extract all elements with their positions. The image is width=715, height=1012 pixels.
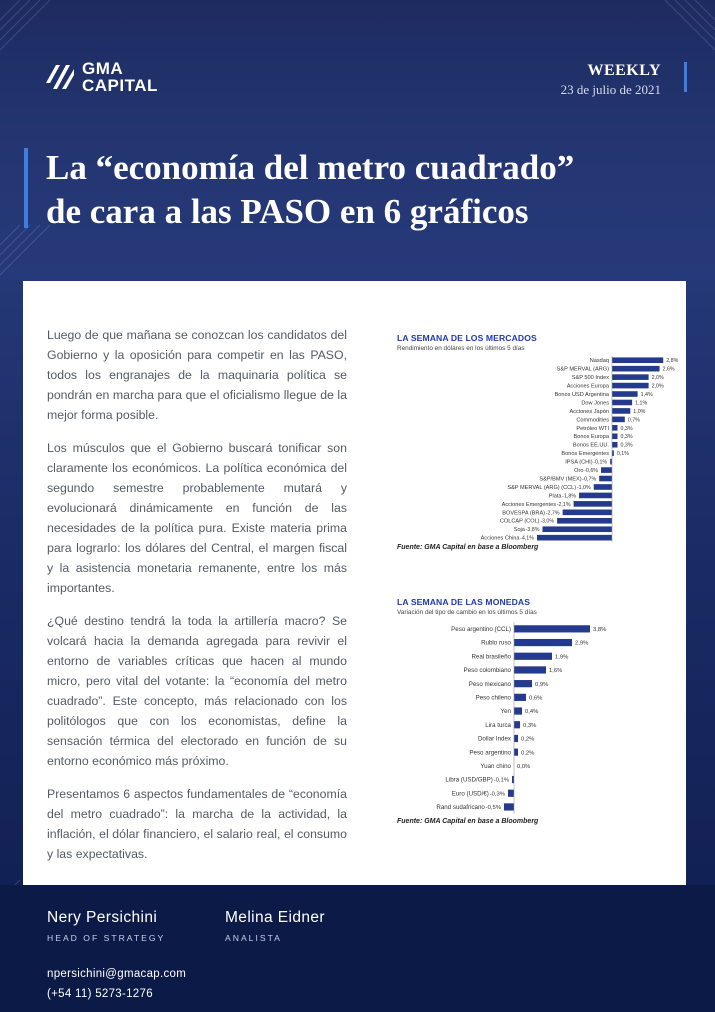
author-name: Melina Eidner — [225, 909, 325, 926]
email-link[interactable]: npersichini@gmacap.com — [47, 968, 187, 980]
data-label: -0,6% — [584, 468, 599, 475]
header-band — [0, 0, 715, 280]
footer — [0, 885, 715, 1012]
data-label: -0,5% — [485, 805, 501, 812]
issue-date: 23 de julio de 2021 — [560, 82, 661, 97]
article-body — [47, 325, 347, 877]
bar — [579, 493, 612, 499]
data-label: -1,8% — [562, 493, 577, 500]
category-label: Bonos Europa — [573, 434, 609, 441]
paragraph: ¿Qué destino tendrá la toda la artillería macro? Se volcará hacia la demanda agregada para revivir el entorno de variables críticas que hacen al mundo micro, pero vital del votante: la “economía del metro cuadrado”. Este concepto, más relacionado con los politólogos que con los economistas, define la sensación térmica del electorado en función de su entorno económico más próximo. — [47, 614, 347, 768]
category-label: Nasdaq — [589, 358, 609, 365]
title-line-2: de cara a las PASO en 6 gráficos — [46, 192, 529, 231]
category-label: S&P 500 Index — [571, 375, 609, 382]
category-label: S&P MERVAL (ARG) — [556, 366, 609, 373]
phone-number: (+54 11) 5273-1276 — [47, 988, 153, 1000]
bar — [612, 391, 638, 397]
chart-title: LA SEMANA DE LOS MERCADOS — [397, 333, 537, 343]
weekly-label: WEEKLY — [587, 62, 661, 79]
category-label: S&P MERVAL (ARG) (CCL) — [507, 484, 577, 491]
author-melina — [225, 909, 325, 943]
bar — [612, 425, 617, 431]
data-label: 0,9% — [535, 681, 549, 688]
data-label: -3,8% — [525, 527, 540, 534]
category-label: Yen — [500, 708, 511, 716]
category-label: Acciones Emergentes — [501, 501, 557, 508]
gma-capital-logo — [44, 60, 158, 94]
bar — [542, 526, 612, 532]
bar — [594, 484, 612, 490]
category-label: Peso mexicano — [468, 680, 511, 688]
page-title — [46, 146, 686, 234]
data-label: 0,3% — [620, 442, 633, 449]
category-label: Bonos Emergentes — [561, 451, 609, 458]
markets-chart — [397, 333, 679, 551]
bar — [574, 501, 612, 507]
author-role: HEAD OF STRATEGY — [47, 933, 166, 943]
bar — [514, 707, 522, 714]
hatch-decoration — [0, 0, 60, 60]
category-label: BOVESPA (BRA) — [502, 510, 546, 517]
data-label: 1,1% — [635, 400, 648, 407]
issue-info — [561, 62, 661, 98]
bar — [612, 383, 649, 389]
category-label: Peso argentino — [469, 749, 511, 757]
chart-source: Fuente: GMA Capital en base a Bloomberg — [397, 544, 539, 551]
data-label: 3,8% — [593, 627, 607, 634]
category-label: Dow Jones — [581, 400, 609, 407]
bar — [612, 433, 617, 439]
data-label: 2,9% — [575, 640, 589, 647]
category-label: Peso argentino (CCL) — [451, 626, 511, 634]
category-label: Real brasileño — [471, 653, 511, 661]
category-label: Acciones China — [480, 535, 520, 542]
bar — [599, 476, 612, 482]
content-card — [23, 281, 686, 885]
chart-subtitle: Rendimiento en dólares en los últimos 5 días — [397, 345, 525, 352]
category-label: Libra (USD/GBP) — [445, 776, 493, 784]
category-label: S&P/BMV (MEX) — [539, 476, 582, 483]
data-label: 0,2% — [521, 736, 535, 743]
bar — [514, 653, 552, 660]
data-label: 2,0% — [651, 383, 664, 390]
currencies-chart — [397, 597, 672, 825]
category-label: Petróleo WTI — [576, 425, 609, 432]
paragraph: Presentamos 6 aspectos fundamentales de “economía del metro cuadrado”: la marcha de la actividad, la inflación, el dólar financiero, el salario real, el consumo y las expectativas. — [47, 787, 347, 861]
title-line-1: La “economía del metro cuadrado” — [46, 148, 575, 187]
author-role: ANALISTA — [225, 933, 282, 943]
chart-title: LA SEMANA DE LAS MONEDAS — [397, 597, 531, 607]
paragraph: Los músculos que el Gobierno buscará tonificar son claramente los económicos. La política económica del segundo semestre probablemente mutará y evolucionará dinámicamente en función de las necesidades de la política pura. Existe materia prima para lograrlo: los dólares del Central, el margen fiscal y la asistencia monetaria remanente, entre los más importantes. — [47, 441, 347, 595]
bar — [514, 639, 572, 646]
data-label: 1,4% — [640, 391, 653, 398]
category-label: Rand sudafricano — [436, 804, 485, 812]
bar — [612, 374, 649, 380]
hatch-decoration — [0, 225, 60, 285]
data-label: -0,3% — [489, 791, 505, 798]
bar — [514, 680, 532, 687]
data-label: -2,7% — [545, 510, 560, 517]
data-label: 1,6% — [549, 668, 563, 675]
bar — [504, 803, 514, 810]
data-label: 1,0% — [633, 408, 646, 415]
data-label: -0,1% — [493, 777, 509, 784]
data-label: 0,7% — [627, 417, 640, 424]
category-label: Plata — [548, 493, 562, 500]
data-label: -0,1% — [593, 459, 608, 466]
logo-line-1: GMA — [82, 59, 124, 78]
bar — [601, 467, 612, 473]
bar — [514, 694, 526, 701]
data-label: 0,3% — [523, 722, 537, 729]
category-label: Peso chileno — [475, 694, 511, 702]
data-label: 2,0% — [651, 375, 664, 382]
logo-mark-icon — [44, 61, 76, 93]
bar — [508, 790, 514, 797]
accent-bar — [684, 62, 687, 92]
bar — [514, 735, 518, 742]
data-label: 0,3% — [620, 434, 633, 441]
logo-line-2: CAPITAL — [82, 76, 158, 95]
bar — [563, 510, 612, 516]
category-label: Peso colombiano — [463, 667, 511, 675]
bar — [514, 625, 590, 632]
title-accent-bar — [24, 148, 28, 228]
data-label: -2,1% — [556, 501, 571, 508]
category-label: IPSA (CHI) — [565, 459, 593, 466]
bar — [612, 442, 617, 448]
bar — [612, 357, 663, 363]
data-label: 0,2% — [521, 750, 535, 757]
currencies-bar-chart — [397, 616, 672, 818]
data-label: 1,9% — [555, 654, 569, 661]
bar — [514, 749, 518, 756]
hatch-decoration — [655, 0, 715, 60]
bar — [612, 400, 632, 406]
data-label: 0,6% — [529, 695, 543, 702]
paragraph: Luego de que mañana se conozcan los candidatos del Gobierno y la oposición para competir en las PASO, todos los engranajes de la maquinaria política se pondrán en marcha para que el oficialismo llegue de la mejor forma posible. — [47, 328, 347, 422]
category-label: Acciones Europa — [566, 383, 609, 390]
category-label: Euro (USD/€) — [451, 790, 489, 798]
data-label: 0,1% — [616, 451, 629, 458]
markets-bar-chart — [397, 352, 679, 544]
data-label: -4,1% — [520, 535, 534, 542]
data-label: -1,0% — [576, 484, 591, 491]
author-nery — [47, 909, 165, 943]
bar — [612, 366, 660, 372]
category-label: Dollar Index — [477, 735, 511, 743]
category-label: Rublo ruso — [481, 639, 511, 647]
data-label: 2,8% — [666, 358, 679, 365]
bar — [557, 518, 612, 524]
bar — [514, 721, 520, 728]
author-name: Nery Persichini — [47, 909, 158, 926]
chart-subtitle: Variación del tipo de cambio en los últimos 5 días — [397, 609, 537, 616]
data-label: 0,3% — [620, 425, 633, 432]
bar — [514, 666, 546, 673]
category-label: Lira turca — [485, 721, 511, 729]
data-label: 0,0% — [517, 764, 531, 771]
category-label: Bonos USD Argentina — [554, 391, 609, 398]
bar — [612, 408, 630, 414]
bar — [612, 417, 625, 423]
category-label: Oro — [574, 468, 584, 475]
category-label: Yuan chino — [480, 763, 511, 771]
category-label: Soja — [513, 527, 525, 534]
data-label: -3,0% — [540, 518, 555, 525]
data-label: -0,7% — [582, 476, 597, 483]
bar — [537, 535, 612, 541]
category-label: Acciones Japón — [569, 408, 609, 415]
chart-source: Fuente: GMA Capital en base a Bloomberg — [397, 818, 539, 825]
category-label: Commodities — [576, 417, 609, 424]
category-label: Bonos EE.UU. — [572, 442, 609, 449]
category-label: COLCAP (COL) — [499, 518, 540, 525]
data-label: 0,4% — [525, 709, 539, 716]
data-label: 2,6% — [662, 366, 675, 373]
